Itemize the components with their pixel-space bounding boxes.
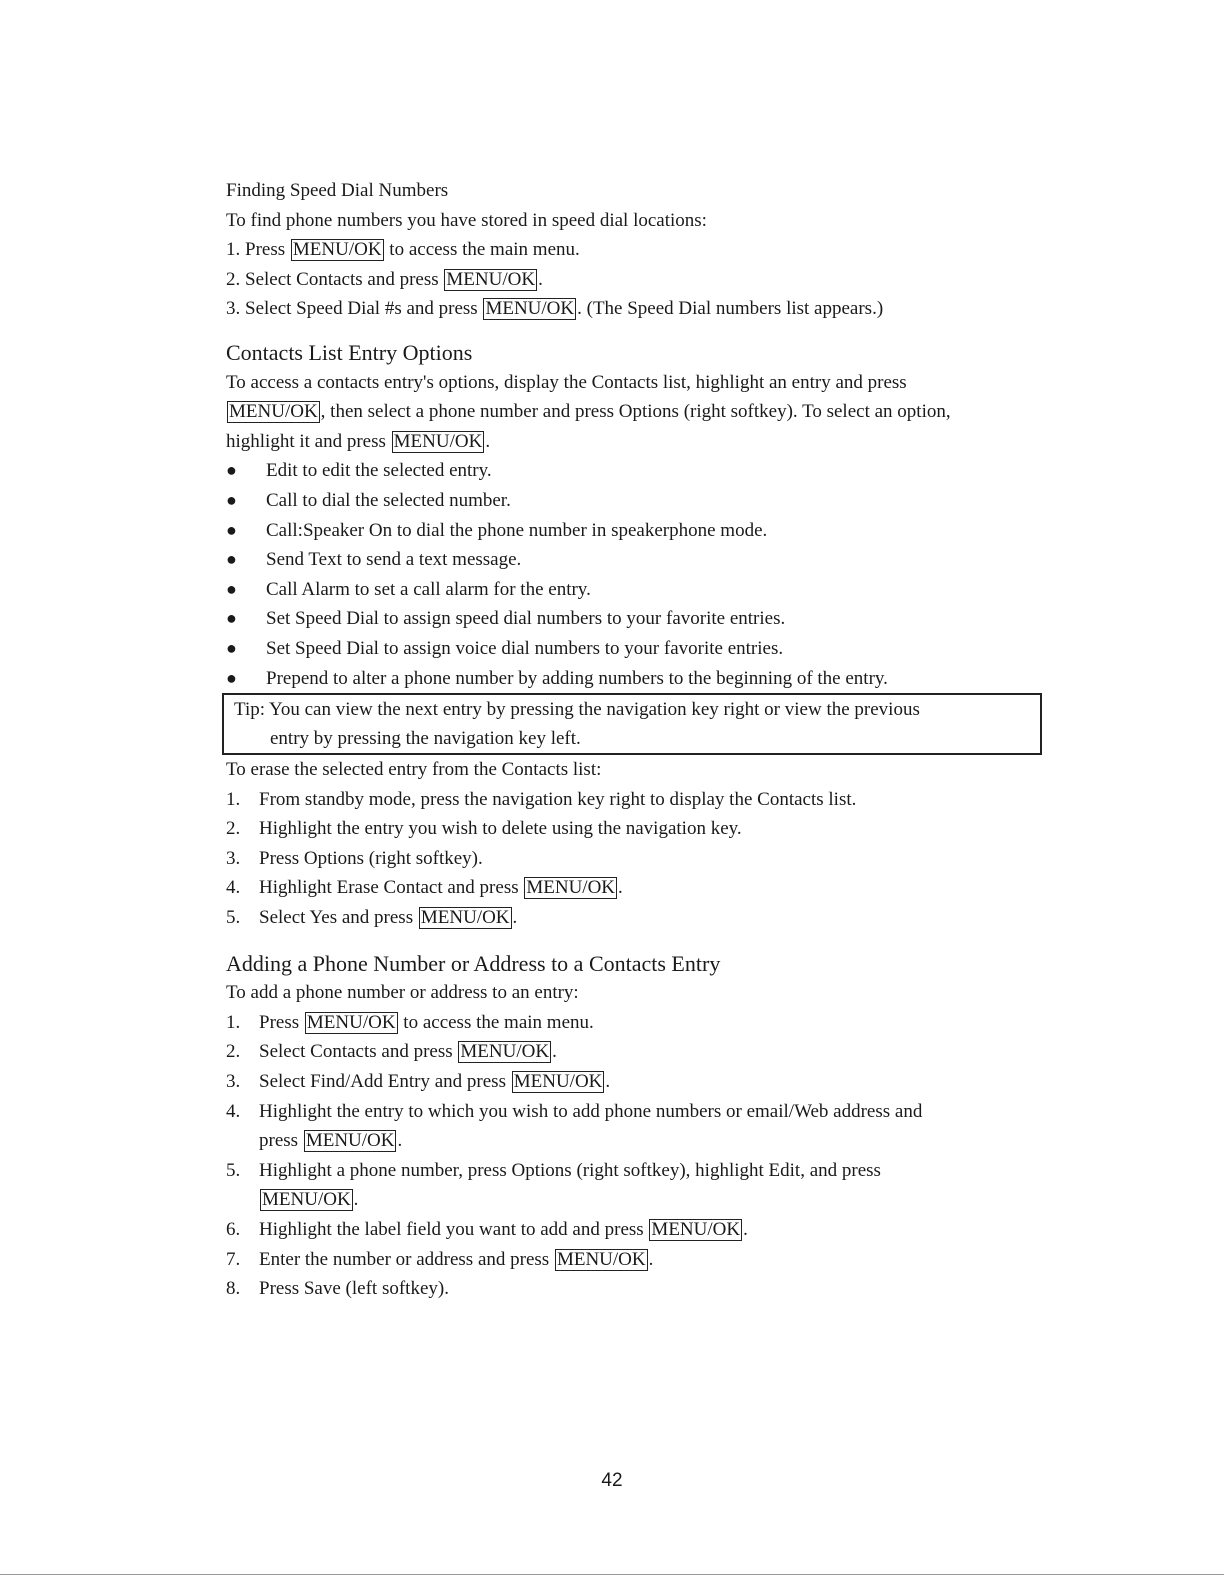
bullet-text: Call to dial the selected number. xyxy=(266,489,511,511)
bullet-icon: ● xyxy=(226,667,237,688)
step-number: 6. xyxy=(226,1219,241,1240)
bullet-icon: ● xyxy=(226,637,237,658)
step-number: 5. xyxy=(226,907,241,929)
menu-ok-key: MENU/OK xyxy=(556,1248,646,1270)
bullet-text: Prepend to alter a phone number by adding numbers to the beginning of the entry. xyxy=(266,667,888,689)
step-text-part: . xyxy=(397,1130,403,1152)
step-number: 2. xyxy=(226,818,241,840)
speed-dial-heading: Finding Speed Dial Numbers xyxy=(226,180,449,201)
step-text-part: Press xyxy=(259,1011,304,1033)
speed-dial-step-2 xyxy=(226,265,1036,295)
step-text: 3. Select Speed Dial #s and press xyxy=(226,298,483,320)
bullet-text: Call:Speaker On to dial the phone number in speakerphone mode. xyxy=(266,519,768,541)
adding-step xyxy=(226,1156,1036,1215)
bullet-item xyxy=(226,575,1036,605)
speed-dial-step-3 xyxy=(226,294,1036,324)
bullet-text: Set Speed Dial to assign voice dial numbers to your favorite entries. xyxy=(266,637,784,659)
menu-ok-key: MENU/OK xyxy=(485,298,575,320)
adding-step xyxy=(226,1274,1036,1304)
bullet-icon: ● xyxy=(226,608,237,629)
bullet-icon: ● xyxy=(226,578,237,599)
adding-step xyxy=(226,1008,1036,1038)
bullet-item xyxy=(226,516,1036,546)
step-text-line xyxy=(259,1126,1036,1156)
adding-step xyxy=(226,1215,1036,1245)
adding-intro: To add a phone number or address to an entry: xyxy=(226,982,579,1004)
step-number: 4. xyxy=(226,1100,241,1122)
step-text xyxy=(259,1097,1036,1156)
tip-line-1: Tip: You can view the next entry by pressing the navigation key right or view the previous xyxy=(234,699,920,721)
step-text-line xyxy=(259,1185,1036,1215)
adding-step xyxy=(226,1097,1036,1156)
tip-line-2: entry by pressing the navigation key left. xyxy=(270,728,581,750)
menu-ok-key: MENU/OK xyxy=(446,268,536,290)
step-text-part: . xyxy=(743,1219,748,1240)
step-text-part: Select Contacts and press xyxy=(259,1041,458,1063)
step-text xyxy=(259,1037,1036,1067)
step-text: . xyxy=(538,268,543,290)
bullet-item xyxy=(226,545,1036,575)
step-number: 3. xyxy=(226,847,241,869)
menu-ok-key: MENU/OK xyxy=(460,1041,550,1063)
step-text xyxy=(259,903,1036,933)
step-text: . (The Speed Dial numbers list appears.) xyxy=(577,298,884,320)
menu-ok-key: MENU/OK xyxy=(262,1189,351,1211)
step-text-part: Enter the number or address and press xyxy=(259,1248,554,1270)
erase-step xyxy=(226,785,1036,815)
page-bottom-rule xyxy=(0,1574,1224,1575)
step-number: 2. xyxy=(226,1041,241,1063)
page-number: 42 xyxy=(601,1470,623,1491)
adding-heading: Adding a Phone Number or Address to a Contacts Entry xyxy=(226,950,721,976)
step-text xyxy=(259,1245,1036,1275)
menu-ok-key: MENU/OK xyxy=(393,430,483,452)
entry-options-para-line-3 xyxy=(226,427,1036,457)
erase-step xyxy=(226,844,1036,874)
adding-step xyxy=(226,1067,1036,1097)
erase-steps-list xyxy=(226,785,1036,933)
step-text xyxy=(259,1067,1036,1097)
bullet-text: Edit to edit the selected entry. xyxy=(266,460,492,482)
step-text: 2. Select Contacts and press xyxy=(226,268,444,290)
para-text: . xyxy=(485,430,491,452)
step-number: 1. xyxy=(226,788,241,810)
erase-intro: To erase the selected entry from the Contacts list: xyxy=(226,759,602,781)
step-text-part: . xyxy=(618,877,623,899)
menu-ok-key: MENU/OK xyxy=(651,1219,741,1240)
step-text-part: . xyxy=(605,1071,611,1093)
para-text: highlight it and press xyxy=(226,430,391,452)
step-number: 8. xyxy=(226,1278,241,1300)
menu-ok-key: MENU/OK xyxy=(292,239,382,261)
step-text-part: . xyxy=(353,1189,359,1211)
entry-options-para-line-2 xyxy=(226,397,1036,427)
menu-ok-key: MENU/OK xyxy=(513,1071,603,1093)
para-text: , then select a phone number and press Options (right softkey). To select an option, xyxy=(320,401,951,423)
step-text-part: Select Yes and press xyxy=(259,907,418,929)
bullet-item xyxy=(226,664,1036,694)
step-number: 5. xyxy=(226,1159,241,1181)
entry-options-heading: Contacts List Entry Options xyxy=(226,339,473,365)
step-text: Highlight the entry you wish to delete using the navigation key. xyxy=(259,818,742,840)
bullet-item xyxy=(226,456,1036,486)
bullet-text: Set Speed Dial to assign speed dial numbers to your favorite entries. xyxy=(266,608,786,630)
bullet-item xyxy=(226,634,1036,664)
bullet-icon: ● xyxy=(226,489,237,510)
adding-step xyxy=(226,1245,1036,1275)
entry-options-bullet-list xyxy=(226,456,1036,693)
step-text: Press Options (right softkey). xyxy=(259,847,483,869)
erase-step xyxy=(226,873,1036,903)
step-text: From standby mode, press the navigation key right to display the Contacts list. xyxy=(259,788,857,810)
bullet-icon: ● xyxy=(226,460,237,481)
step-number: 1. xyxy=(226,1011,241,1033)
step-text-part: Highlight the entry to which you wish to add phone numbers or email/Web address and xyxy=(259,1100,923,1122)
step-text-part: . xyxy=(552,1041,557,1063)
menu-ok-key: MENU/OK xyxy=(526,877,616,899)
step-text-part: . xyxy=(648,1248,654,1270)
step-text-part: Select Find/Add Entry and press xyxy=(259,1071,511,1093)
step-text-part: Highlight the label field you want to add and press xyxy=(259,1219,649,1240)
bullet-text: Send Text to send a text message. xyxy=(266,549,522,571)
step-text-part: to access the main menu. xyxy=(398,1011,594,1033)
step-text: 1. Press xyxy=(226,239,290,261)
erase-step xyxy=(226,903,1036,933)
speed-dial-intro: To find phone numbers you have stored in speed dial locations: xyxy=(226,209,707,231)
menu-ok-key: MENU/OK xyxy=(420,907,510,929)
step-text xyxy=(259,1215,1036,1245)
step-text: to access the main menu. xyxy=(384,239,580,261)
speed-dial-step-1 xyxy=(226,235,1036,265)
menu-ok-key: MENU/OK xyxy=(305,1130,395,1152)
erase-step xyxy=(226,814,1036,844)
tip-box xyxy=(222,693,1042,755)
bullet-icon: ● xyxy=(226,519,237,540)
bullet-item xyxy=(226,486,1036,516)
step-text xyxy=(259,873,1036,903)
step-text xyxy=(259,1008,1036,1038)
step-text: Press Save (left softkey). xyxy=(259,1278,449,1300)
bullet-icon: ● xyxy=(226,549,237,570)
bullet-item xyxy=(226,604,1036,634)
bullet-text: Call Alarm to set a call alarm for the entry. xyxy=(266,578,591,600)
menu-ok-key: MENU/OK xyxy=(306,1011,396,1033)
step-number: 4. xyxy=(226,877,241,899)
step-number: 7. xyxy=(226,1248,241,1270)
step-text-part: Highlight Erase Contact and press xyxy=(259,877,524,899)
step-number: 3. xyxy=(226,1071,241,1093)
menu-ok-key: MENU/OK xyxy=(229,401,318,423)
adding-step xyxy=(226,1037,1036,1067)
step-text xyxy=(259,1156,1036,1215)
adding-steps-list xyxy=(226,1008,1036,1304)
page-content xyxy=(226,176,1036,1304)
step-text-part: . xyxy=(512,907,518,929)
entry-options-para-line-1: To access a contacts entry's options, display the Contacts list, highlight an entry and press xyxy=(226,371,907,393)
step-text-part: Highlight a phone number, press Options (right softkey), highlight Edit, and press xyxy=(259,1159,881,1181)
step-text-part: press xyxy=(259,1130,303,1152)
